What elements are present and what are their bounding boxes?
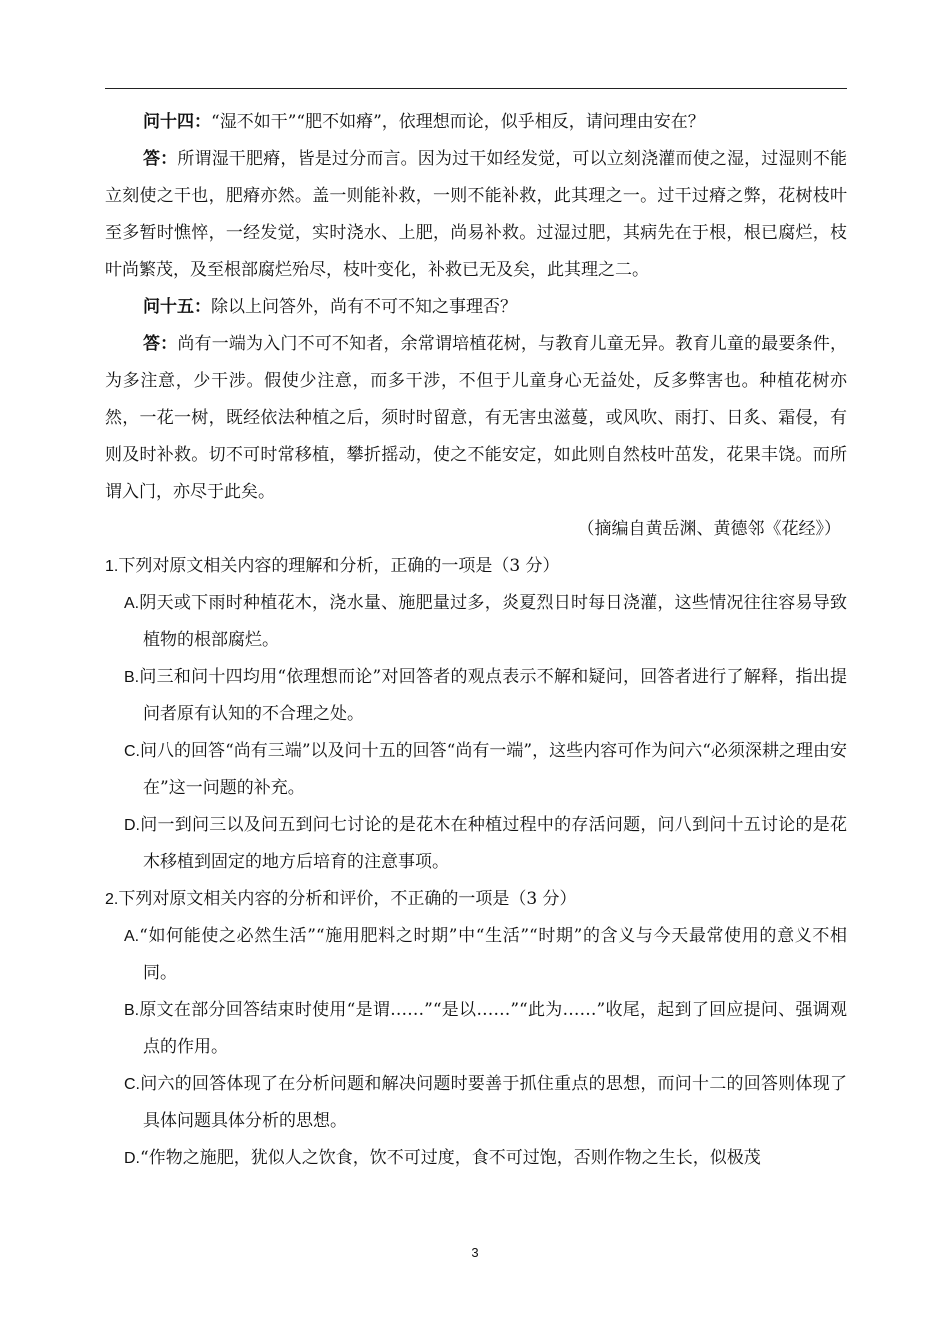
question-2-stem: 下列对原文相关内容的分析和评价，不正确的一项是（3 分） bbox=[118, 889, 577, 909]
option-label: B. bbox=[124, 669, 140, 686]
option-label: C. bbox=[124, 1076, 140, 1093]
option-text: “作物之施肥，犹似人之饮食，饮不可过度，食不可过饱，否则作物之生长，似极茂 bbox=[140, 1148, 761, 1168]
option-label: D. bbox=[124, 817, 140, 834]
q15-text: 除以上问答外，尚有不可不知之事理否？ bbox=[211, 297, 517, 317]
paragraph-a14 bbox=[105, 141, 847, 289]
question-2-option-b bbox=[105, 992, 847, 1066]
question-1 bbox=[105, 548, 847, 585]
a15-lead: 答： bbox=[143, 334, 178, 354]
paragraph-q14 bbox=[105, 104, 847, 141]
option-label: D. bbox=[124, 1150, 140, 1167]
source-citation: （摘编自黄岳渊、黄德邻《花经》） bbox=[577, 519, 841, 539]
question-2-option-c bbox=[105, 1066, 847, 1140]
q14-text: “湿不如干”“肥不如瘠”，依理想而论，似乎相反，请问理由安在？ bbox=[211, 112, 705, 132]
question-1-option-d bbox=[105, 807, 847, 881]
option-label: C. bbox=[124, 743, 140, 760]
option-label: B. bbox=[124, 1002, 140, 1019]
q14-lead: 问十四： bbox=[143, 112, 211, 132]
option-text: “如何能使之必然生活”“施用肥料之时期”中“生活”“时期”的含义与今天最常使用的意义不相同。 bbox=[139, 926, 847, 983]
question-1-option-a bbox=[105, 585, 847, 659]
question-1-number: 1. bbox=[105, 558, 119, 575]
option-text: 问三和问十四均用“依理想而论”对回答者的观点表示不解和疑问，回答者进行了解释，指出提问者原有认知的不合理之处。 bbox=[139, 667, 847, 724]
option-label: A. bbox=[124, 595, 140, 612]
option-text: 阴天或下雨时种植花木，浇水量、施肥量过多，炎夏烈日时每日浇灌，这些情况往往容易导致植物的根部腐烂。 bbox=[139, 593, 847, 650]
a15-text: 尚有一端为入门不可不知者，余常谓培植花树，与教育儿童无异。教育儿童的最要条件，为多注意，少干涉。假使少注意，而多干涉，不但于儿童身心无益处，反多弊害也。种植花树亦然，一花一树，既经依法种植之后，须时时留意，有无害虫滋蔓，或风吹、雨打、日炙、霜侵，有则及时补救。切不可时常移植，攀折摇动，使之不能安定，如此则自然枝叶茁发，花果丰饶。而所谓入门，亦尽于此矣。 bbox=[105, 334, 848, 502]
document-body bbox=[105, 104, 847, 1177]
option-text: 问八的回答“尚有三端”以及问十五的回答“尚有一端”，这些内容可作为问六“必须深耕之理由安在”这一问题的补充。 bbox=[140, 741, 847, 798]
question-2-option-d bbox=[105, 1140, 847, 1177]
a14-text: 所谓湿干肥瘠，皆是过分而言。因为过干如经发觉，可以立刻浇灌而使之湿，过湿则不能立刻使之干也，肥瘠亦然。盖一则能补救，一则不能补救，此其理之一。过干过瘠之弊，花树枝叶至多暂时憔悴，一经发觉，实时浇水、上肥，尚易补救。过湿过肥，其病先在于根，根已腐烂，枝叶尚繁茂，及至根部腐烂殆尽，枝叶变化，补救已无及矣，此其理之二。 bbox=[105, 149, 848, 280]
question-1-stem: 下列对原文相关内容的理解和分析，正确的一项是（3 分） bbox=[118, 556, 560, 576]
question-1-option-c bbox=[105, 733, 847, 807]
option-text: 原文在部分回答结束时使用“是谓……”“是以……”“此为……”收尾，起到了回应提问、强调观点的作用。 bbox=[139, 1000, 847, 1057]
option-text: 问一到问三以及问五到问七讨论的是花木在种植过程中的存活问题，问八到问十五讨论的是花木移植到固定的地方后培育的注意事项。 bbox=[140, 815, 847, 872]
question-2-number: 2. bbox=[105, 891, 119, 908]
q15-lead: 问十五： bbox=[143, 297, 211, 317]
question-2-option-a bbox=[105, 918, 847, 992]
paragraph-a15 bbox=[105, 326, 847, 511]
page-number: 3 bbox=[471, 1245, 479, 1260]
header-rule bbox=[105, 88, 847, 89]
question-2 bbox=[105, 881, 847, 918]
option-text: 问六的回答体现了在分析问题和解决问题时要善于抓住重点的思想，而问十二的回答则体现了具体问题具体分析的思想。 bbox=[140, 1074, 847, 1131]
a14-lead: 答： bbox=[143, 149, 178, 169]
question-1-option-b bbox=[105, 659, 847, 733]
option-label: A. bbox=[124, 928, 140, 945]
paragraph-q15 bbox=[105, 289, 847, 326]
